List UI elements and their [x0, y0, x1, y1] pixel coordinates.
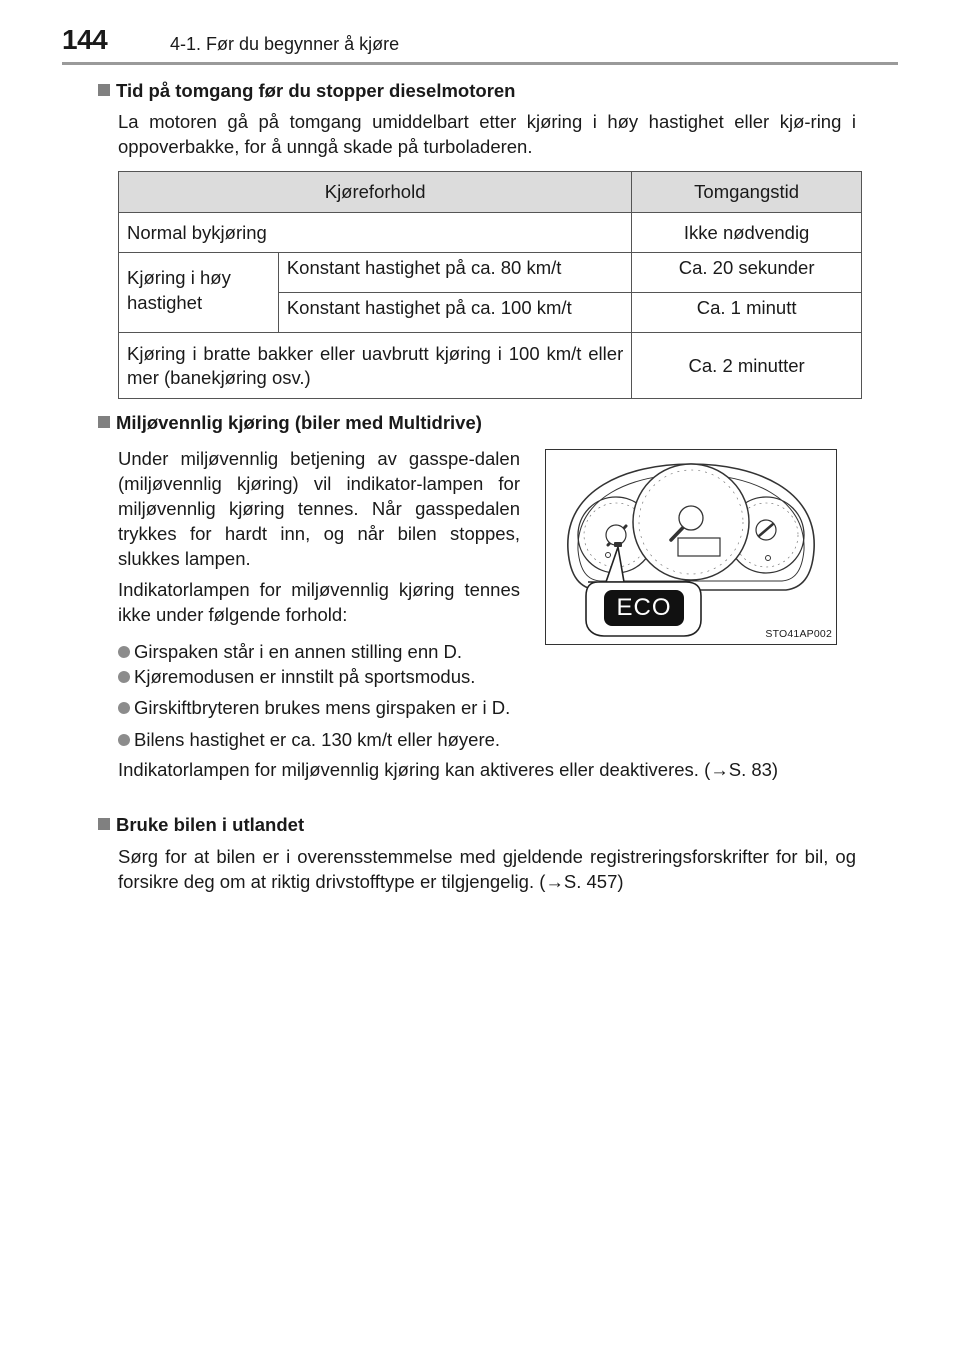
- table-cell: Ca. 1 minutt: [632, 293, 862, 333]
- eco-paragraph-3: Indikatorlampen for miljøvennlig kjøring kan aktiveres eller deaktiveres. (→S. 83): [118, 759, 779, 780]
- eco-paragraph-1: Under miljøvennlig betjening av gasspe-dalen (miljøvennlig kjøring) vil indikator-lampen for miljøvennlig kjøring tennes. Når gasspedalen trykkes for hardt inn, og når bilen stoppes, slukkes lampen.: [118, 448, 520, 569]
- table-cell: Ca. 2 minutter: [632, 333, 862, 399]
- eco-label: ECO: [616, 594, 672, 621]
- table-header-row: [119, 172, 862, 213]
- square-bullet-icon: [98, 84, 110, 96]
- circle-bullet-icon: [118, 671, 130, 683]
- list-item: [118, 664, 475, 689]
- table-cell: Ca. 20 sekunder: [632, 253, 862, 293]
- circle-bullet-icon: [118, 646, 130, 658]
- table-row: [119, 333, 862, 399]
- section-heading-abroad: [98, 814, 304, 836]
- chapter-title: 4-1. Før du begynner å kjøre: [170, 34, 400, 54]
- instrument-cluster-illustration: [546, 450, 836, 644]
- page-number: 144: [62, 24, 108, 55]
- idle-time-paragraph: La motoren gå på tomgang umiddelbart etter kjøring i høy hastighet eller kjø-ring i oppoverbakke, for å unngå skade på turboladeren.: [118, 111, 856, 157]
- section-heading-text: Bruke bilen i utlandet: [116, 814, 305, 835]
- table-cell: Ikke nødvendig: [632, 213, 862, 253]
- page-header: [62, 24, 898, 64]
- list-item-text: Girskiftbryteren brukes mens girspaken er i D.: [134, 697, 511, 718]
- instrument-cluster-figure: [545, 449, 837, 645]
- abroad-paragraph: Sørg for at bilen er i overensstemmelse med gjeldende registreringsforskrifter for bil, og forsikre deg om at riktig drivstofftype er tilgjengelig. (→S. 457): [118, 846, 856, 892]
- table-header-condition: Kjøreforhold: [119, 172, 632, 213]
- list-item: [118, 639, 462, 664]
- table-cell: Konstant hastighet på ca. 80 km/t: [278, 253, 631, 293]
- table-cell: Konstant hastighet på ca. 100 km/t: [278, 293, 631, 333]
- square-bullet-icon: [98, 818, 110, 830]
- figure-code: STO41AP002: [765, 628, 832, 640]
- idle-time-table: [118, 171, 862, 399]
- list-item-text: Girspaken står i en annen stilling enn D.: [134, 641, 463, 662]
- header-divider: [62, 62, 898, 65]
- table-row: [119, 253, 862, 293]
- section-heading-eco-driving: [98, 412, 482, 434]
- list-item: [118, 695, 510, 720]
- section-heading-text: Tid på tomgang før du stopper dieselmotoren: [116, 80, 516, 101]
- list-item-text: Bilens hastighet er ca. 130 km/t eller høyere.: [134, 729, 501, 750]
- section-heading-idle-time: [98, 80, 515, 102]
- table-cell: Kjøring i bratte bakker eller uavbrutt kjøring i 100 km/t eller mer (banekjøring osv.): [119, 333, 632, 399]
- list-item: [118, 727, 500, 752]
- square-bullet-icon: [98, 416, 110, 428]
- circle-bullet-icon: [118, 702, 130, 714]
- table-cell: Normal bykjøring: [119, 213, 632, 253]
- section-heading-text: Miljøvennlig kjøring (biler med Multidrive): [116, 412, 482, 433]
- table-header-idle-time: Tomgangstid: [632, 172, 862, 213]
- table-cell: Kjøring i høy hastighet: [119, 253, 279, 333]
- circle-bullet-icon: [118, 734, 130, 746]
- eco-paragraph-2: Indikatorlampen for miljøvennlig kjøring tennes ikke under følgende forhold:: [118, 579, 520, 625]
- table-row: [119, 213, 862, 253]
- list-item-text: Kjøremodusen er innstilt på sportsmodus.: [134, 666, 476, 687]
